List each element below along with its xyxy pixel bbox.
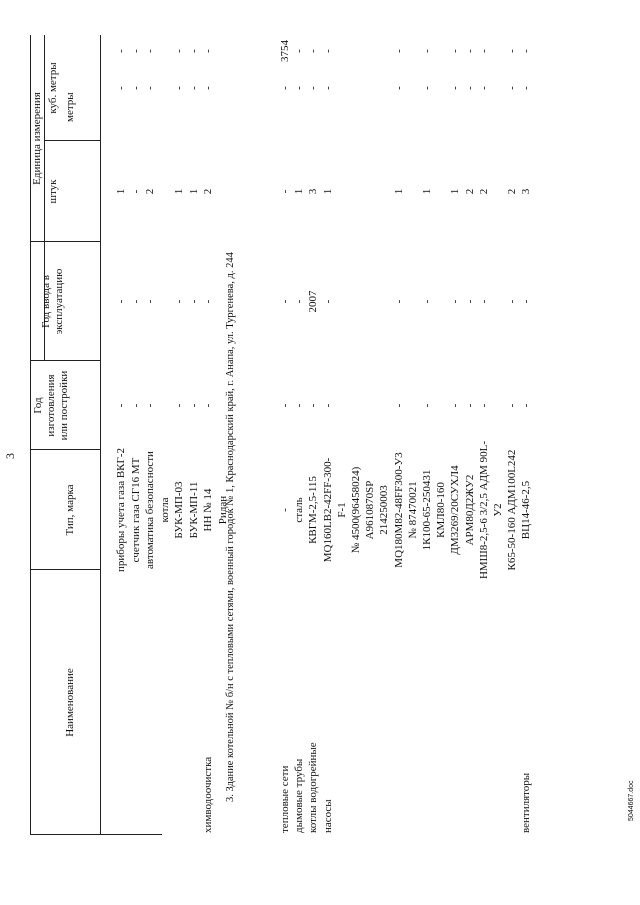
row-year-commission: - <box>520 299 533 304</box>
row-pieces: 1 <box>421 188 433 195</box>
row-meters: - <box>307 49 320 53</box>
row-year-made: - <box>293 403 306 408</box>
row-type: У2 <box>492 503 504 517</box>
row-year-made: - <box>520 403 533 408</box>
row-year-commission: - <box>293 299 306 304</box>
row-pieces: 1 <box>392 188 405 195</box>
row-pieces: 1 <box>293 188 306 195</box>
row-meters: 3754 <box>279 40 291 62</box>
row-pieces: 2 <box>506 188 519 195</box>
row-cubic-meters: - <box>463 86 476 90</box>
row-year-made: - <box>477 403 490 408</box>
row-cubic-meters: - <box>144 86 156 90</box>
row-pieces: - <box>129 189 142 194</box>
row-year-made: - <box>144 403 156 408</box>
row-year-commission: - <box>202 299 214 304</box>
row-type: БУК-МП-11 <box>187 481 200 539</box>
row-pieces: - <box>279 189 291 194</box>
row-meters: - <box>144 49 156 53</box>
row-name: химводоочистка <box>202 756 214 833</box>
table-left-border <box>30 834 162 835</box>
header-bottom-border <box>100 35 101 835</box>
row-cubic-meters: - <box>187 86 200 90</box>
row-meters: - <box>392 49 405 53</box>
header-unit-cubic: куб. метры <box>47 62 59 114</box>
row-meters: - <box>463 49 476 53</box>
row-year-made: - <box>187 403 200 408</box>
row-pieces: 1 <box>187 188 200 195</box>
header-year-comm-1: Год ввода в <box>40 275 52 328</box>
row-year-commission: - <box>115 299 127 304</box>
row-meters: - <box>421 49 433 53</box>
row-type: - <box>279 508 291 512</box>
row-year-made: - <box>506 403 519 408</box>
row-type: НН № 14 <box>202 488 214 532</box>
row-pieces: 1 <box>321 188 334 195</box>
row-type: № 87470021 <box>406 481 419 539</box>
row-year-commission: - <box>187 299 200 304</box>
row-year-made: - <box>202 403 214 408</box>
section-title: 3. Здание котельной № б/н с тепловыми сетями, военный городок № 1, Краснодарский край, г. Анапа, ул. Тургенева, д. 244 <box>225 252 236 802</box>
header-year-comm-2: эксплуатацию <box>53 268 65 335</box>
header-type: Тип, марка <box>64 484 76 536</box>
header-name: Наименование <box>64 668 76 737</box>
row-cubic-meters: - <box>477 86 490 90</box>
row-type: 1К100-65-250431 <box>421 469 433 551</box>
row-meters: - <box>187 49 200 53</box>
row-year-made: - <box>392 403 405 408</box>
row-year-made: - <box>173 403 185 408</box>
row-meters: - <box>520 49 533 53</box>
row-pieces: 2 <box>144 188 156 195</box>
row-year-commission: - <box>506 299 519 304</box>
row-cubic-meters: - <box>321 86 334 90</box>
row-cubic-meters: - <box>392 86 405 90</box>
row-year-made: - <box>449 403 462 408</box>
row-cubic-meters: - <box>173 86 185 90</box>
row-year-made: - <box>115 403 127 408</box>
row-cubic-meters: - <box>129 86 142 90</box>
header-unit-pieces: штук <box>47 179 59 204</box>
row-type: счетчик газа СГ16 МТ <box>129 457 142 563</box>
row-year-commission: - <box>173 299 185 304</box>
row-cubic-meters: - <box>307 86 320 90</box>
header-year-made-1: Год <box>32 397 44 414</box>
row-pieces: 2 <box>202 188 214 195</box>
row-meters: - <box>293 49 306 53</box>
row-cubic-meters: - <box>279 86 291 90</box>
row-year-commission: - <box>321 299 334 304</box>
row-name: насосы <box>321 799 334 833</box>
footer-code: 5044667.doc <box>628 780 635 821</box>
row-year-made: - <box>463 403 476 408</box>
row-meters: - <box>506 49 519 53</box>
row-pieces: 1 <box>115 188 127 195</box>
row-year-made: - <box>129 403 142 408</box>
row-type: НМШ8-2,5-6 3/2,5 АДМ 90L- <box>477 440 490 580</box>
row-year-made: - <box>279 403 291 408</box>
row-type: К65-50-160 АДМ100L242 <box>506 449 519 571</box>
header-unit-group: Единица измерения <box>31 92 43 185</box>
page-number: 3 <box>3 453 17 459</box>
header-unit-meters: метры <box>64 92 76 122</box>
row-name: вентиляторы <box>520 772 533 833</box>
row-type: КМЛ80-160 <box>435 482 448 538</box>
row-year-commission: - <box>463 299 476 304</box>
row-year-commission: - <box>144 299 156 304</box>
row-type: приборы учета газа ВКГ-2 <box>115 447 127 573</box>
row-meters: - <box>129 49 142 53</box>
row-type: MQ180M82-48FF300-У3 <box>392 452 405 568</box>
row-meters: - <box>449 49 462 53</box>
row-name: тепловые сети <box>279 765 291 833</box>
row-year-commission: 2007 <box>307 290 320 313</box>
row-cubic-meters: - <box>293 86 306 90</box>
header-year-made-3: или постройки <box>58 370 70 441</box>
row-year-made: - <box>321 403 334 408</box>
row-meters: - <box>202 49 214 53</box>
row-cubic-meters: - <box>449 86 462 90</box>
row-type: № 4500(96458024) <box>350 466 362 554</box>
row-type: котла <box>158 497 171 523</box>
row-type: автоматика безопасности <box>144 451 156 569</box>
row-pieces: 1 <box>449 188 462 195</box>
row-type: F-1 <box>335 502 348 518</box>
row-pieces: 2 <box>477 188 490 195</box>
row-name: котлы водогрейные <box>307 742 320 833</box>
row-cubic-meters: - <box>520 86 533 90</box>
row-year-commission: - <box>392 299 405 304</box>
row-meters: - <box>173 49 185 53</box>
row-cubic-meters: - <box>202 86 214 90</box>
row-year-commission: - <box>279 299 291 304</box>
row-meters: - <box>321 49 334 53</box>
row-type: ДМ3269/20СУХЛ4 <box>449 465 462 555</box>
row-type: АРМ80Д2ЖУ2 <box>463 474 476 546</box>
row-type: ВЦ14-46-2,5 <box>520 480 533 540</box>
row-type: 214250003 <box>378 485 391 535</box>
row-type: А9610870SP <box>364 480 377 540</box>
row-year-commission: - <box>449 299 462 304</box>
header-year-made-2: изготовления <box>45 374 57 437</box>
row-pieces: 1 <box>173 188 185 195</box>
row-type: БУК-МП-03 <box>173 481 185 539</box>
row-type: сталь <box>293 497 306 523</box>
row-pieces: 3 <box>307 188 320 195</box>
row-meters: - <box>477 49 490 53</box>
row-year-commission: - <box>129 299 142 304</box>
row-pieces: 2 <box>463 188 476 195</box>
row-cubic-meters: - <box>421 86 433 90</box>
row-year-commission: - <box>477 299 490 304</box>
row-year-commission: - <box>421 299 433 304</box>
row-year-made: - <box>307 403 320 408</box>
row-cubic-meters: - <box>115 86 127 90</box>
row-type: КВГМ-2,5-115 <box>307 476 320 544</box>
row-name: дымовые трубы <box>293 758 306 833</box>
row-year-made: - <box>421 403 433 408</box>
row-type: Ридан <box>216 495 229 525</box>
row-meters: - <box>115 49 127 53</box>
row-cubic-meters: - <box>506 86 519 90</box>
row-pieces: 3 <box>520 188 533 195</box>
row-type: MQ160LB2-42FF-300- <box>321 457 334 563</box>
